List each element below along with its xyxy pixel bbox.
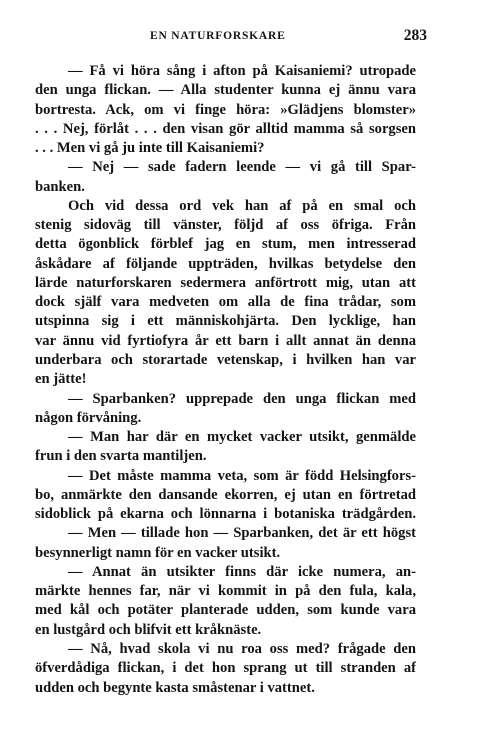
text-line: udden och begynte kasta småstenar i vattnet. xyxy=(35,679,315,696)
text-line: — Få vi höra sång i afton på Kaisaniemi? utropade xyxy=(68,63,416,79)
text-line: en jätte! xyxy=(35,371,87,388)
text-line: öfverdådiga flickan, i det hon sprang ut till stranden af xyxy=(35,660,416,677)
text-line: — Nå, hvad skola vi nu roa oss med? frågade den xyxy=(68,640,416,657)
text-line: utspinna sig i ett människohjärta. Den lycklige, han xyxy=(35,313,416,330)
text-line: — Sparbanken? upprepade den unga flickan med xyxy=(68,390,416,407)
text-line: märkte hennes far, när vi kommit in på den fula, kala, xyxy=(35,583,416,600)
text-line: detta ögonblick förblef jag en stum, men intresserad xyxy=(35,236,416,253)
text-line: en lustgård och blifvit ett kråknäste. xyxy=(35,621,262,638)
text-line: bortresta. Ack, om vi finge höra: »Glädjens blomster» xyxy=(35,101,416,118)
text-line: . . . Men vi gå ju inte till Kaisaniemi? xyxy=(35,140,265,157)
text-line: den unga flickan. — Alla studenter kunna ej ännu vara xyxy=(35,82,416,99)
text-line: — Man har där en mycket vacker utsikt, genmälde xyxy=(68,429,416,446)
text-line: bo, anmärkte den dansande ekorren, ej utan en förtretad xyxy=(35,486,416,503)
text-line: lärde naturforskaren sedermera anförtrott mig, utan att xyxy=(35,274,416,291)
text-line: besynnerligt namn för en vacker utsikt. xyxy=(35,544,281,561)
text-line: — Det måste mamma veta, som är född Helsingfors- xyxy=(68,467,416,484)
text-line: Och vid dessa ord vek han af på en smal och xyxy=(68,197,416,214)
text-line: banken. xyxy=(35,178,85,195)
text-line: stenig sidoväg till vänster, följd af oss öfriga. Från xyxy=(35,217,416,234)
text-line: någon förvåning. xyxy=(35,409,142,426)
text-line: med kål och potäter planterade udden, som kunde vara xyxy=(35,602,416,619)
text-line: dock själf vara medveten om alla de fina trådar, som xyxy=(35,294,416,311)
text-line: underbara och storartade vetenskap, i hvilken han var xyxy=(35,351,416,368)
page-number: 283 xyxy=(403,27,427,44)
text-line: sidoblick på ekarna och lönnarna i botaniska trädgården. xyxy=(35,506,416,523)
running-title: EN NATURFORSKARE xyxy=(150,30,286,42)
body-text xyxy=(35,62,416,698)
text-line: frun i den svarta mantiljen. xyxy=(35,448,207,465)
text-line: — Annat än utsikter finns där icke numera, an- xyxy=(68,563,416,580)
text-line: . . . Nej, förlåt . . . den visan gör alltid mamma så sorgsen xyxy=(35,120,416,137)
text-line: var ännu vid fyrtiofyra år ett barn i allt annat än denna xyxy=(35,332,416,349)
text-line: åskådare af följande uppträden, hvilkas betydelse den xyxy=(35,255,416,272)
text-line: — Nej — sade fadern leende — vi gå till Spar- xyxy=(68,159,416,176)
text-line: — Men — tillade hon — Sparbanken, det är ett högst xyxy=(68,525,416,542)
